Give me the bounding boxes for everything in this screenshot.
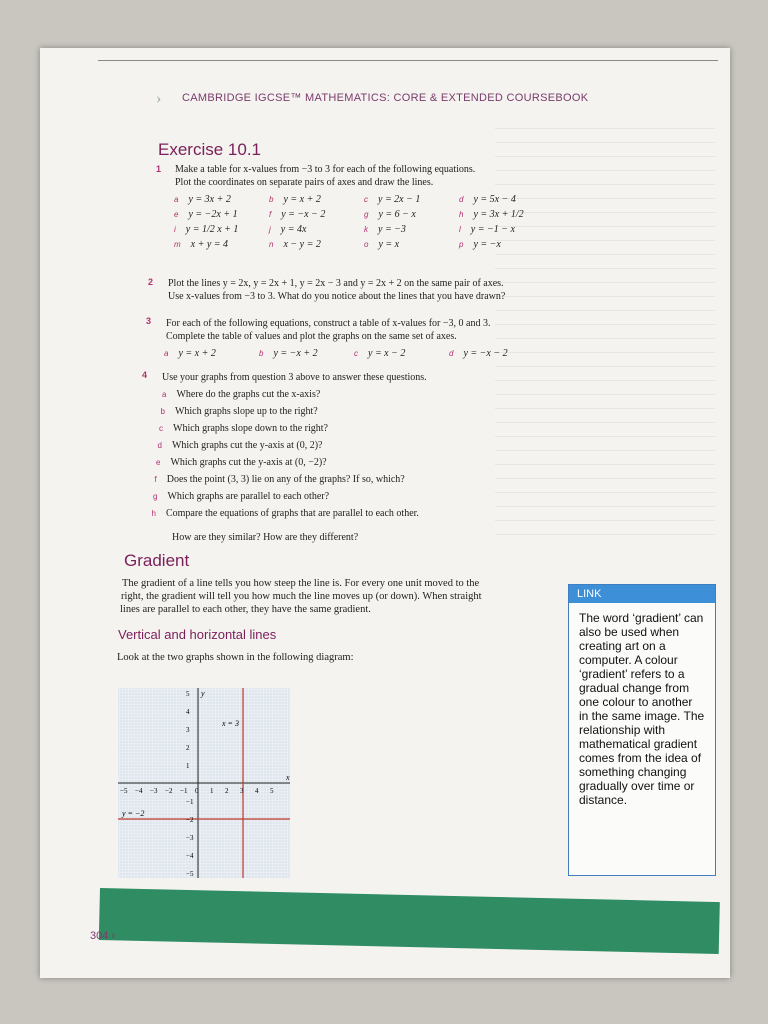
line-label-x3: x = 3 — [222, 719, 239, 728]
top-rule — [98, 60, 718, 61]
y-tick-label: −3 — [186, 834, 194, 842]
y-tick-label: −4 — [186, 852, 194, 860]
equation-item — [449, 348, 544, 359]
item-letter: c — [159, 424, 163, 433]
y-tick-label: 1 — [186, 762, 190, 770]
item-letter: d — [449, 349, 454, 358]
equation-item — [364, 209, 459, 220]
q2-text-1: Plot the lines y = 2x, y = 2x + 1, y = 2x − 3 and y = 2x + 2 on the same pair of axes. — [168, 278, 504, 289]
y-axis-label: y — [201, 689, 205, 698]
x-tick-label: 3 — [240, 787, 244, 795]
item-letter: e — [156, 458, 161, 467]
item-letter: h — [459, 210, 464, 219]
item-text: Which graphs cut the y-axis at (0, 2)? — [171, 440, 323, 451]
item-letter: f — [154, 475, 157, 484]
item-letter: c — [364, 195, 368, 204]
x-tick-label: −2 — [165, 787, 173, 795]
item-text: y = x − 2 — [368, 348, 406, 359]
item-text: y = −1 − x — [470, 224, 515, 235]
q4-text: Use your graphs from question 3 above to answer these questions. — [162, 372, 427, 383]
gradient-para-3: lines are parallel to each other, they have the same gradient. — [120, 604, 371, 615]
item-text: y = −3 — [378, 224, 406, 235]
item-letter: g — [153, 492, 158, 501]
item-text: y = −x − 2 — [281, 209, 326, 220]
item-letter: l — [459, 225, 461, 234]
question-number: 4 — [142, 370, 148, 380]
item-text: y = −x + 2 — [273, 348, 318, 359]
item-letter: c — [354, 349, 358, 358]
item-text: y = 2x − 1 — [378, 194, 421, 205]
item-text: y = x + 2 — [283, 194, 321, 205]
item-letter: a — [162, 390, 167, 399]
item-letter: d — [157, 441, 162, 450]
q1-equations — [174, 194, 554, 250]
y-tick-label: −1 — [186, 798, 194, 806]
item-text: y = −x − 2 — [463, 348, 508, 359]
y-tick-label: −2 — [186, 816, 194, 824]
x-tick-label: 4 — [255, 787, 259, 795]
x-tick-label: 5 — [270, 787, 274, 795]
q4-subquestions — [151, 389, 425, 525]
equation-item — [269, 194, 364, 205]
q4-item — [159, 423, 426, 435]
x-tick-label: 2 — [225, 787, 229, 795]
item-text: Which graphs slope up to the right? — [174, 406, 318, 417]
x-tick-label: −4 — [135, 787, 143, 795]
line-label-yneg2: y = −2 — [122, 809, 145, 818]
equation-item — [459, 209, 554, 220]
q1-text-2: Plot the coordinates on separate pairs of axes and draw the lines. — [175, 177, 434, 188]
y-tick-label: 3 — [186, 726, 190, 734]
y-tick-label: −5 — [186, 870, 194, 878]
link-header: LINK — [569, 585, 715, 603]
equation-item — [364, 224, 459, 235]
gradient-heading: Gradient — [124, 551, 190, 570]
running-header: CAMBRIDGE IGCSE™ MATHEMATICS: CORE & EXTENDED COURSEBOOK — [182, 92, 589, 104]
equation-item — [269, 239, 364, 250]
question-number: 3 — [146, 316, 152, 326]
x-tick-label: −3 — [150, 787, 158, 795]
equation-item — [459, 239, 554, 250]
gradient-para-2: right, the gradient will tell you how much the line moves up (or down). When straight — [121, 591, 482, 602]
x-tick-label: −1 — [180, 787, 188, 795]
q3-equations — [164, 348, 544, 359]
vh-heading: Vertical and horizontal lines — [118, 627, 277, 642]
q4-item — [152, 508, 419, 520]
item-text: y = 3x + 2 — [188, 194, 231, 205]
item-letter: a — [174, 195, 179, 204]
item-text: Compare the equations of graphs that are parallel to each other. — [165, 508, 419, 519]
item-letter: h — [151, 509, 156, 518]
question-number: 2 — [148, 277, 154, 287]
chevron-right-icon: › — [156, 90, 162, 107]
q2-text-2: Use x-values from −3 to 3. What do you notice about the lines that you have drawn? — [168, 291, 506, 302]
equation-item — [364, 194, 459, 205]
equation-item — [269, 224, 364, 235]
y-tick-label: 4 — [186, 708, 190, 716]
question-number: 1 — [156, 164, 162, 174]
item-letter: j — [269, 225, 271, 234]
item-letter: f — [269, 210, 272, 219]
item-letter: o — [364, 240, 369, 249]
item-text: y = −2x + 1 — [188, 209, 238, 220]
coordinate-graph — [118, 688, 290, 878]
q4-h-line-2: How are they similar? How are they different? — [172, 532, 359, 543]
equation-item — [174, 224, 269, 235]
item-text: Where do the graphs cut the x-axis? — [176, 389, 321, 400]
item-letter: g — [364, 210, 369, 219]
link-text: The word ‘gradient’ can also be used when creating art on a computer. A colour ‘gradient’ refers to a gradual change from one colour to another in the same image. The relationship with mathematical gradient comes from the idea of something changing gradually over time or distance. — [579, 611, 705, 807]
item-letter: p — [459, 240, 464, 249]
item-letter: b — [259, 349, 264, 358]
link-box — [568, 584, 716, 876]
item-text: y = 4x — [280, 224, 307, 235]
q4-item — [153, 491, 420, 503]
q4-item — [162, 389, 429, 401]
q3-text-2: Complete the table of values and plot the graphs on the same set of axes. — [166, 331, 457, 342]
item-letter: b — [160, 407, 165, 416]
item-text: Does the point (3, 3) lie on any of the graphs? If so, which? — [166, 474, 405, 485]
item-letter: e — [174, 210, 179, 219]
page-number: 304 › — [90, 930, 116, 942]
item-text: y = x + 2 — [178, 348, 216, 359]
show-through-text — [495, 128, 715, 548]
x-tick-label: −5 — [120, 787, 128, 795]
q4-item — [155, 474, 422, 486]
item-text: Which graphs cut the y-axis at (0, −2)? — [170, 457, 327, 468]
vh-text: Look at the two graphs shown in the following diagram: — [117, 652, 354, 663]
item-text: x − y = 2 — [283, 239, 321, 250]
item-text: y = 1/2 x + 1 — [185, 224, 239, 235]
q4-item — [156, 457, 423, 469]
x-tick-label: 1 — [210, 787, 214, 795]
item-text: y = 3x + 1/2 — [473, 209, 524, 220]
item-text: Which graphs are parallel to each other? — [167, 491, 330, 502]
q4-item — [158, 440, 425, 452]
equation-item — [354, 348, 449, 359]
item-text: x + y = 4 — [190, 239, 229, 250]
item-text: y = x — [378, 239, 400, 250]
equation-item — [269, 209, 364, 220]
equation-item — [459, 224, 554, 235]
item-letter: b — [269, 195, 274, 204]
x-axis-label: x — [286, 773, 290, 782]
y-tick-label: 5 — [186, 690, 190, 698]
item-letter: a — [164, 349, 169, 358]
q1-text-1: Make a table for x-values from −3 to 3 for each of the following equations. — [175, 164, 476, 175]
gradient-para-1: The gradient of a line tells you how steep the line is. For every one unit moved to the — [122, 578, 480, 589]
q4-item — [161, 406, 428, 418]
equation-item — [174, 209, 272, 220]
item-letter: i — [174, 225, 176, 234]
exercise-title: Exercise 10.1 — [158, 140, 261, 159]
page-number-text: 304 — [90, 930, 109, 942]
item-text: y = 5x − 4 — [473, 194, 516, 205]
equation-item — [174, 239, 269, 250]
equation-item — [364, 239, 459, 250]
equation-item — [459, 194, 554, 205]
x-tick-label: 0 — [195, 787, 199, 795]
item-text: y = −x — [473, 239, 501, 250]
item-letter: k — [364, 225, 368, 234]
item-letter: d — [459, 195, 464, 204]
item-letter: m — [174, 240, 181, 249]
item-text: Which graphs slope down to the right? — [173, 423, 328, 434]
y-tick-label: 2 — [186, 744, 190, 752]
item-letter: n — [269, 240, 274, 249]
equation-item — [174, 194, 269, 205]
equation-item — [259, 348, 354, 359]
item-text: y = 6 − x — [378, 209, 416, 220]
q3-text-1: For each of the following equations, construct a table of x-values for −3, 0 and 3. — [166, 318, 491, 329]
equation-item — [164, 348, 259, 359]
